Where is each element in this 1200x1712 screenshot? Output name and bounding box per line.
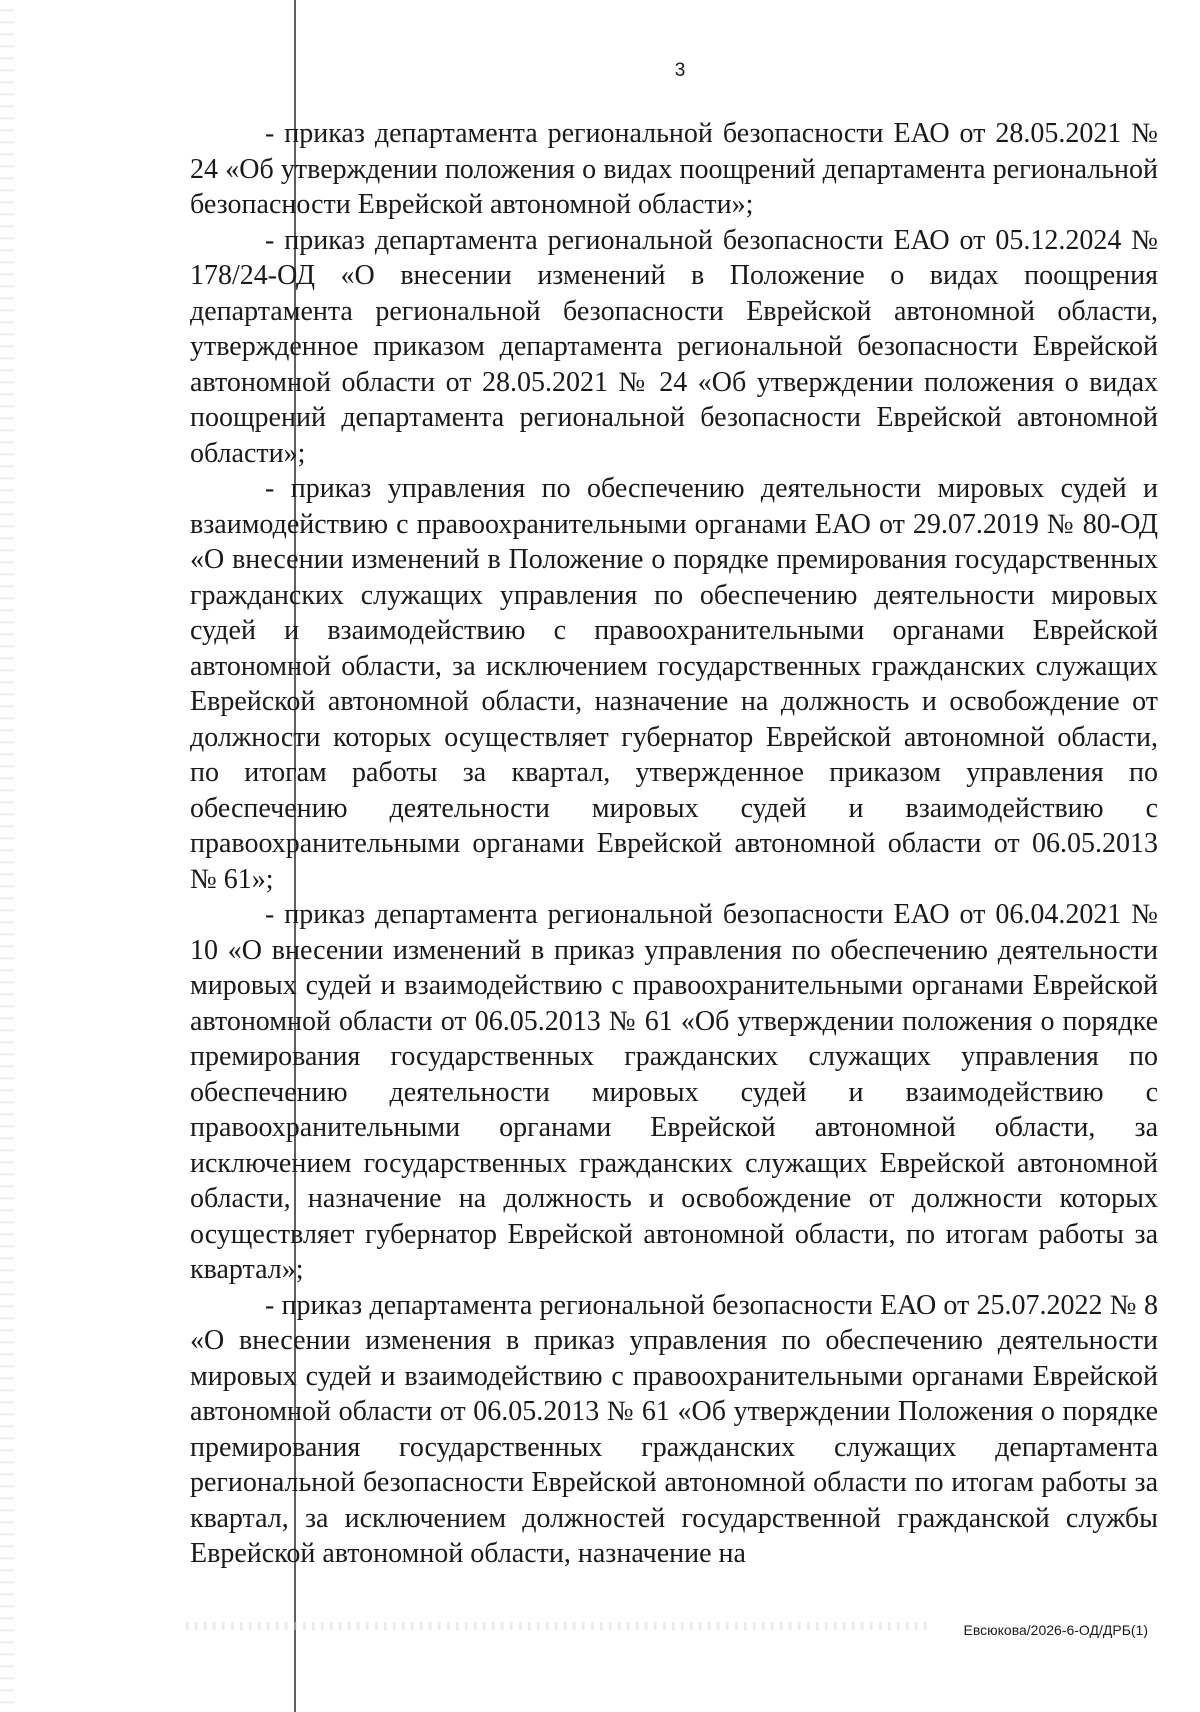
paragraph-order-10: - приказ департамента региональной безопасности ЕАО от 06.04.2021 № 10 «О внесении изменений в приказ управления по обеспечению деятельности мировых судей и взаимодействию с правоохранительными органами Еврейской автономной области от 06.05.2013 № 61 «Об утверждении положения о порядке премирования государственных гражданских служащих управления по обеспечению деятельности мировых судей и взаимодействию с правоохранительными органами Еврейской автономной области, за исключением государственных гражданских служащих Еврейской автономной области, назначение на должность и освобождение от должности которых осуществляет губернатор Еврейской автономной области, по итогам работы за квартал»; — [190, 899, 1158, 1285]
document-body — [190, 116, 1158, 1572]
paragraph-order-178-24: - приказ департамента региональной безопасности ЕАО от 05.12.2024 № 178/24-ОД «О внесении изменений в Положение о видах поощрения департамента региональной безопасности Еврейской автономной области, утвержденное приказом департамента региональной безопасности Еврейской автономной области от 28.05.2021 № 24 «Об утверждении положения о видах поощрений департамента региональной безопасности Еврейской автономной области»; — [190, 224, 1158, 469]
page-number: 3 — [674, 60, 686, 81]
paragraph-order-8: - приказ департамента региональной безопасности ЕАО от 25.07.2022 № 8 «О внесении изменения в приказ управления по обеспечению деятельности мировых судей и взаимодействию с правоохранительными органами Еврейской автономной области от 06.05.2013 № 61 «Об утверждении Положения о порядке премирования государственных гражданских служащих департамента региональной безопасности Еврейской автономной области по итогам работы за квартал, за исключением должностей государственной гражданской службы Еврейской автономной области, назначение на — [190, 1289, 1158, 1569]
paragraph-order-80: - приказ управления по обеспечению деятельности мировых судей и взаимодействию с правоохранительными органами ЕАО от 29.07.2019 № 80-ОД «О внесении изменений в Положение о порядке премирования государственных гражданских служащих управления по обеспечению деятельности мировых судей и взаимодействию с правоохранительными органами Еврейской автономной области, за исключением государственных гражданских служащих Еврейской автономной области, назначение на должность и освобождение от должности которых осуществляет губернатор Еврейской автономной области, по итогам работы за квартал, утвержденное приказом управления по обеспечению деятельности мировых судей и взаимодействию с правоохранительными органами Еврейской автономной области от 06.05.2013 № 61»; — [190, 473, 1158, 895]
scan-edge-artifact — [0, 0, 14, 1712]
scan-noise-strip — [186, 1622, 930, 1630]
footer-registration-code: Евсюкова/2026-6-ОД/ДРБ(1) — [963, 1622, 1148, 1638]
paragraph-order-24: - приказ департамента региональной безопасности ЕАО от 28.05.2021 № 24 «Об утверждении положения о видах поощрений департамента региональной безопасности Еврейской автономной области»; — [190, 118, 1158, 220]
